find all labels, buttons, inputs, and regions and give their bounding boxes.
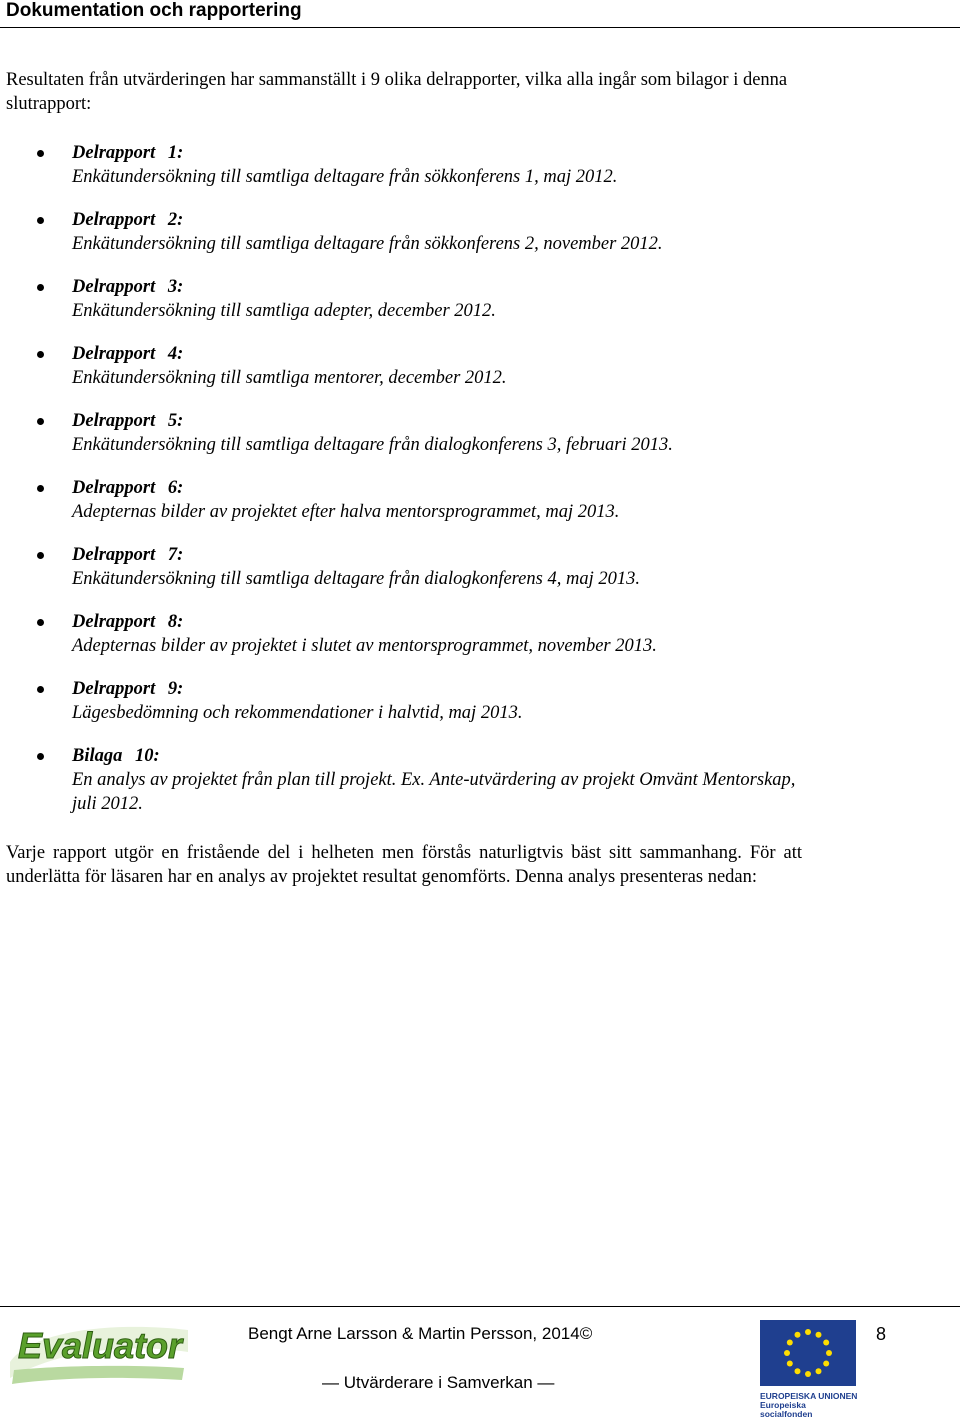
bullet-icon (37, 284, 44, 291)
bullet-icon (37, 485, 44, 492)
evaluator-logo (4, 1318, 194, 1390)
footer-subtitle: — Utvärderare i Samverkan — (322, 1373, 555, 1392)
bullet-icon (37, 150, 44, 157)
report-title: Delrapport 8: (72, 612, 184, 632)
report-description: Enkätundersökning till samtliga deltagare från dialogkonferens 4, maj 2013. (72, 569, 640, 589)
list-item (0, 543, 820, 591)
eu-caption-line1: EUROPEISKA UNIONEN (760, 1391, 858, 1401)
report-description: Enkätundersökning till samtliga adepter, december 2012. (72, 301, 496, 321)
list-item (0, 141, 820, 189)
report-title: Delrapport 4: (72, 344, 184, 364)
bullet-icon (37, 217, 44, 224)
eu-caption (760, 1392, 860, 1419)
list-item (0, 744, 820, 816)
report-title: Delrapport 5: (72, 411, 184, 431)
report-title: Bilaga 10: (72, 746, 160, 766)
header-divider (0, 27, 960, 28)
intro-paragraph: Resultaten från utvärderingen har sammanställt i 9 olika delrapporter, vilka alla ingår som bilagor i denna slutrapport: (6, 70, 788, 114)
report-description: Adepternas bilder av projektet efter halva mentorsprogrammet, maj 2013. (72, 502, 620, 522)
report-title: Delrapport 3: (72, 277, 184, 297)
closing-paragraph (6, 841, 802, 889)
bullet-icon (37, 552, 44, 559)
bullet-icon (37, 753, 44, 760)
report-description: Adepternas bilder av projektet i slutet av mentorsprogrammet, november 2013. (72, 636, 657, 656)
report-list (0, 141, 820, 835)
logo-text: Evaluator (18, 1325, 183, 1366)
list-item (0, 208, 820, 256)
report-description: Lägesbedömning och rekommendationer i halvtid, maj 2013. (72, 703, 523, 723)
bullet-icon (37, 619, 44, 626)
list-item (0, 275, 820, 323)
list-item (0, 409, 820, 457)
eu-social-fund-logo (760, 1320, 860, 1419)
report-description: Enkätundersökning till samtliga deltagare från dialogkonferens 3, februari 2013. (72, 435, 673, 455)
page-header-title: Dokumentation och rapportering (6, 0, 302, 21)
report-title: Delrapport 2: (72, 210, 184, 230)
footer-divider (0, 1306, 960, 1307)
list-item (0, 610, 820, 658)
list-item (0, 677, 820, 725)
bullet-icon (37, 351, 44, 358)
list-item (0, 476, 820, 524)
page-number: 8 (876, 1324, 887, 1344)
bullet-icon (37, 686, 44, 693)
closing-text: Varje rapport utgör en fristående del i helheten men förstås naturligtvis bäst sitt sammanhang. För att underlätta för läsaren har en analys av projektet resultat genomförts. Denna analys presenteras nedan: (6, 843, 802, 887)
eu-flag-icon (760, 1320, 856, 1386)
report-description: En analys av projektet från plan till projekt. Ex. Ante-utvärdering av projekt Omvänt Mentorskap, juli 2012. (72, 770, 796, 814)
report-title: Delrapport 1: (72, 143, 184, 163)
list-item (0, 342, 820, 390)
report-title: Delrapport 6: (72, 478, 184, 498)
report-description: Enkätundersökning till samtliga deltagare från sökkonferens 2, november 2012. (72, 234, 663, 254)
report-description: Enkätundersökning till samtliga deltagare från sökkonferens 1, maj 2012. (72, 167, 618, 187)
bullet-icon (37, 418, 44, 425)
footer-authors: Bengt Arne Larsson & Martin Persson, 2014© (248, 1324, 593, 1343)
report-description: Enkätundersökning till samtliga mentorer, december 2012. (72, 368, 507, 388)
report-title: Delrapport 7: (72, 545, 184, 565)
report-title: Delrapport 9: (72, 679, 184, 699)
eu-caption-line2: Europeiska socialfonden (760, 1400, 813, 1419)
